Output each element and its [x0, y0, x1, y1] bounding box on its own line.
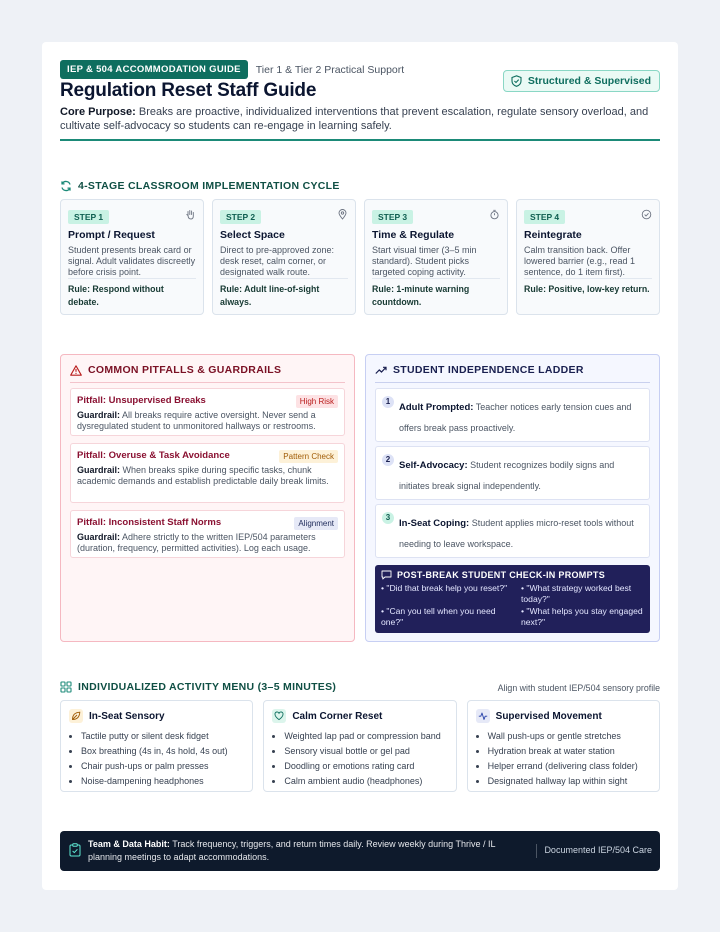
pitfalls-header	[70, 364, 281, 376]
list-item: • Hydration break at water station	[488, 744, 651, 759]
step-divider	[524, 278, 652, 279]
activity-card-header	[476, 709, 651, 723]
checkin-title: POST-BREAK STUDENT CHECK-IN PROMPTS	[397, 570, 606, 580]
activity-card-title: In-Seat Sensory	[89, 710, 165, 722]
pitfall-tag: Alignment	[294, 517, 338, 530]
checkin-prompt: • "What strategy worked best today?"	[521, 583, 632, 604]
activity-card-title: Calm Corner Reset	[292, 710, 383, 722]
pitfall-tag: High Risk	[296, 395, 338, 408]
step-title: Prompt / Request	[68, 229, 155, 241]
cycle-title: 4-STAGE CLASSROOM IMPLEMENTATION CYCLE	[78, 180, 340, 192]
step-title: Time & Regulate	[372, 229, 455, 241]
activity-columns	[60, 700, 660, 792]
core-purpose-label: Core Purpose:	[60, 106, 136, 118]
step-badge: STEP 3	[372, 210, 413, 224]
footer-text	[88, 838, 518, 864]
check-circle-icon	[641, 209, 652, 220]
core-purpose-text: Breaks are proactive, individualized interventions that prevent escalation, regulate sensory overload, and cultivate self-advocacy so students can re-engage in learning safely.	[60, 106, 649, 132]
checkin-prompt: • "What helps you stay engaged next?"	[521, 606, 643, 627]
step-divider	[220, 278, 348, 279]
cycle-section-title	[60, 180, 340, 192]
ladder-step-3	[375, 504, 650, 558]
step-badge: STEP 4	[524, 210, 565, 224]
guide-page	[42, 42, 678, 890]
ladder-step-text: Student recognizes bodily signs and initiates break signal independently.	[399, 460, 615, 491]
structured-pill-label: Structured & Supervised	[527, 75, 651, 87]
list-item: • Sensory visual bottle or gel pad	[284, 744, 447, 759]
activity-icon	[476, 709, 490, 723]
ladder-step-label: Adult Prompted:	[399, 402, 474, 413]
checkin-prompt-grid	[381, 583, 644, 627]
guardrail-label: Guardrail:	[77, 410, 121, 420]
step-badge: STEP 1	[68, 210, 109, 224]
pitfall-name: Pitfall: Inconsistent Staff Norms	[77, 517, 222, 528]
guardrail-text: Adhere strictly to the written IEP/504 parameters (duration, frequency, permitted activities). Log each usage.	[77, 532, 316, 553]
guide-badge: IEP & 504 ACCOMMODATION GUIDE	[60, 60, 248, 79]
step-rule: Rule: Adult line-of-sight always.	[220, 284, 320, 307]
heart-icon	[272, 709, 286, 723]
pitfall-guardrail	[77, 410, 338, 432]
guardrail-text: When breaks spike during specific tasks, chunk academic demands and establish predictable daily break limits.	[77, 465, 329, 486]
activity-card-header	[69, 709, 244, 723]
activity-card-title: Supervised Movement	[495, 710, 602, 722]
step-card-3	[364, 199, 508, 315]
guardrail-text: All breaks require active oversight. Never send a dysregulated student to unmonitored hallways or restrooms.	[77, 410, 316, 431]
structured-pill	[503, 70, 660, 92]
team-data-footer	[60, 831, 660, 871]
step-title: Reintegrate	[524, 229, 582, 241]
pitfalls-divider	[70, 382, 345, 383]
activity-list	[476, 729, 651, 789]
chat-bubble-icon	[381, 570, 392, 580]
step-rule: Rule: 1-minute warning countdown.	[372, 284, 470, 307]
warning-icon	[70, 365, 82, 376]
hand-icon	[185, 209, 196, 220]
clipboard-check-icon	[69, 843, 81, 857]
pitfall-name: Pitfall: Overuse & Task Avoidance	[77, 450, 230, 461]
activity-section-title	[60, 681, 336, 693]
ladder-step-text: Teacher notices early tension cues and offers break pass proactively.	[399, 402, 632, 433]
location-pin-icon	[337, 209, 348, 220]
list-item: • Tactile putty or silent desk fidget	[81, 729, 244, 744]
page-title: Regulation Reset Staff Guide	[60, 80, 317, 101]
step-card-2	[212, 199, 356, 315]
step-rule: Rule: Positive, low-key return.	[524, 284, 650, 294]
footer-label: Team & Data Habit:	[88, 839, 170, 849]
checkin-prompt: • "Can you tell when you need one?"	[381, 606, 496, 627]
footer-body: Track frequency, triggers, and return times daily. Review weekly during Thrive / IL planning meetings to adapt accommodations.	[88, 839, 496, 862]
independence-ladder-panel	[365, 354, 660, 642]
refresh-icon	[60, 180, 72, 192]
list-item: • Noise-dampening headphones	[81, 774, 244, 789]
header-divider	[60, 139, 660, 141]
step-card-4	[516, 199, 660, 315]
step-rule: Rule: Respond without debate.	[68, 284, 164, 307]
pitfalls-panel	[60, 354, 355, 642]
guardrail-label: Guardrail:	[77, 465, 121, 475]
list-item: • Box breathing (4s in, 4s hold, 4s out)	[81, 744, 244, 759]
ladder-divider	[375, 382, 650, 383]
step-title: Select Space	[220, 229, 285, 241]
activity-card-header	[272, 709, 447, 723]
activity-card-in-seat-sensory	[60, 700, 253, 792]
ladder-step-number: 2	[382, 454, 394, 466]
activity-list	[69, 729, 244, 789]
timer-icon	[489, 209, 500, 220]
ladder-step-number: 1	[382, 396, 394, 408]
trending-up-icon	[375, 365, 387, 375]
step-divider	[372, 278, 500, 279]
pitfall-guardrail	[77, 532, 338, 554]
pitfall-card-2	[70, 443, 345, 503]
ladder-step-label: Self-Advocacy:	[399, 460, 468, 471]
step-card-1	[60, 199, 204, 315]
step-badge: STEP 2	[220, 210, 261, 224]
list-item: • Weighted lap pad or compression band	[284, 729, 447, 744]
pitfall-guardrail	[77, 465, 338, 487]
ladder-step-number: 3	[382, 512, 394, 524]
step-divider	[68, 278, 196, 279]
step-desc: Direct to pre-approved zone: desk reset, calm corner, or designated walk route.	[220, 245, 335, 277]
footer-doc-label: Documented IEP/504 Care	[544, 845, 652, 855]
activity-card-supervised-movement	[467, 700, 660, 792]
activity-note: Align with student IEP/504 sensory profile	[497, 683, 660, 693]
step-desc: Start visual timer (3–5 min standard). Student picks targeted coping activity.	[372, 245, 477, 277]
header-top	[60, 60, 404, 79]
ladder-title: STUDENT INDEPENDENCE LADDER	[393, 364, 584, 376]
ladder-header	[375, 364, 584, 376]
footer-divider	[536, 844, 537, 858]
tier-text: Tier 1 & Tier 2 Practical Support	[255, 63, 405, 76]
checkin-header	[381, 570, 644, 580]
activity-title: INDIVIDUALIZED ACTIVITY MENU (3–5 MINUTES)	[78, 681, 337, 693]
pitfall-card-1	[70, 388, 345, 436]
shield-check-icon	[511, 75, 522, 87]
list-item: • Helper errand (delivering class folder)	[488, 759, 651, 774]
list-item: • Designated hallway lap within sight	[488, 774, 651, 789]
pitfall-name: Pitfall: Unsupervised Breaks	[77, 395, 206, 406]
checkin-prompt: • "Did that break help you reset?"	[381, 583, 508, 593]
checkin-prompts-box	[375, 565, 650, 633]
ladder-step-text: Student applies micro-reset tools without needing to leave workspace.	[399, 518, 634, 549]
leaf-icon	[69, 709, 83, 723]
activity-list	[272, 729, 447, 789]
list-item: • Wall push-ups or gentle stretches	[488, 729, 651, 744]
cycle-steps	[60, 199, 660, 315]
list-item: • Chair push-ups or palm presses	[81, 759, 244, 774]
pitfall-tag: Pattern Check	[279, 450, 338, 463]
ladder-step-1	[375, 388, 650, 442]
guardrail-label: Guardrail:	[77, 532, 121, 542]
grid-icon	[60, 681, 72, 693]
step-desc: Calm transition back. Offer lowered barrier (e.g., read 1 sentence, do 1 item first).	[524, 245, 636, 277]
pitfall-card-3	[70, 510, 345, 558]
ladder-step-label: In-Seat Coping:	[399, 518, 470, 529]
ladder-step-2	[375, 446, 650, 500]
list-item: • Doodling or emotions rating card	[284, 759, 447, 774]
list-item: • Calm ambient audio (headphones)	[284, 774, 447, 789]
step-desc: Student presents break card or signal. Adult validates discreetly before crisis point.	[68, 245, 196, 277]
activity-card-calm-corner	[263, 700, 456, 792]
core-purpose	[60, 106, 650, 133]
pitfalls-title: COMMON PITFALLS & GUARDRAILS	[88, 364, 282, 376]
